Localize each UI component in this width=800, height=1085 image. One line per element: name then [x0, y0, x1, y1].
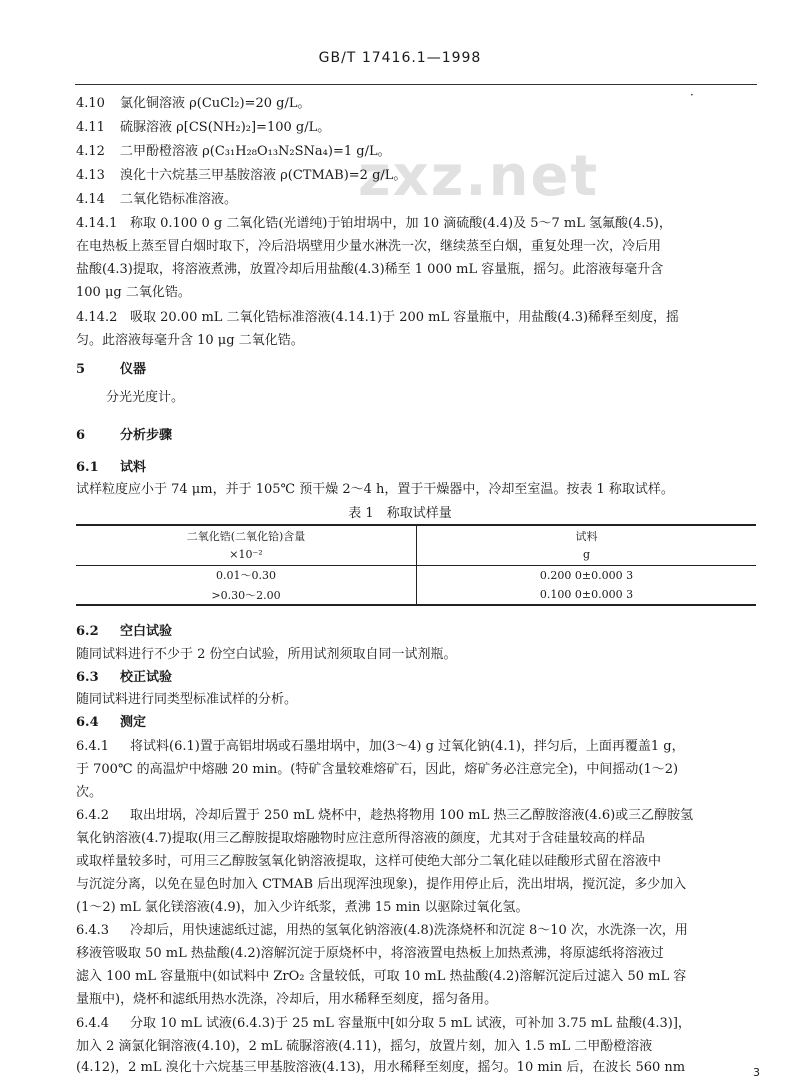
clause-number: 4.11	[76, 120, 105, 135]
section-title: 试料	[120, 460, 147, 475]
clause-4-14	[76, 190, 756, 210]
section-number: 6	[76, 428, 86, 443]
clause-number: 4.10	[76, 96, 105, 111]
paragraph-line: 匀。此溶液每毫升含 10 μg 二氧化锆。	[76, 333, 304, 348]
clause-number: 4.14.2	[76, 310, 118, 325]
clause-4-10	[76, 94, 756, 114]
clause-4-14-2-line	[76, 308, 756, 328]
clause-text: 硫脲溶液 ρ[CS(NH₂)₂]=100 g/L。	[120, 120, 331, 135]
clause-6-4-3-line	[76, 921, 756, 941]
section-number: 5	[76, 362, 86, 377]
section-6-heading	[76, 426, 756, 446]
clause-number: 4.14.1	[76, 216, 118, 231]
table-header-sample: 试料	[417, 525, 757, 545]
watermark: zxz.net	[358, 144, 600, 209]
section-title: 仪器	[120, 362, 147, 377]
section-title: 测定	[120, 715, 147, 730]
paragraph-line: 滤入 100 mL 容量瓶中(如试料中 ZrO₂ 含量较低，可取 10 mL 热盐酸(4.2)溶解沉淀后过滤入 50 mL 容	[76, 969, 687, 984]
table-row	[76, 565, 756, 585]
clause-4-11	[76, 118, 756, 138]
section-6-1-heading	[76, 458, 756, 478]
section-number: 6.4	[76, 715, 99, 730]
section-5-body: 分光光度计。	[106, 390, 185, 405]
table-header-sample-unit: g	[417, 545, 757, 565]
table-row	[76, 585, 756, 605]
section-title: 校正试验	[120, 670, 173, 685]
section-title: 空白试验	[120, 624, 173, 639]
clause-number: 6.4.1	[76, 739, 110, 754]
table-cell-range: 0.01～0.30	[76, 565, 417, 585]
section-6-1-body: 试样粒度应小于 74 μm，并于 105℃ 预干燥 2～4 h，置于干燥器中，冷却至室温。按表 1 称取试样。	[76, 482, 674, 497]
clause-text: 二氧化锆标准溶液。	[120, 192, 238, 207]
paragraph-line: 加入 2 滴氯化铜溶液(4.10)，2 mL 硫脲溶液(4.11)，摇匀，放置片刻，加入 1.5 mL 二甲酚橙溶液	[76, 1039, 653, 1054]
header-rule	[75, 84, 757, 85]
section-6-2-body: 随同试料进行不少于 2 份空白试验，所用试剂须取自同一试剂瓶。	[76, 647, 457, 662]
clause-6-4-2-line	[76, 806, 756, 826]
clause-number: 6.4.2	[76, 808, 110, 823]
sample-mass-table	[76, 524, 756, 606]
clause-number: 4.14	[76, 192, 105, 207]
clause-6-4-1-line	[76, 737, 756, 757]
section-6-4-heading	[76, 713, 756, 733]
clause-text: 分取 10 mL 试液(6.4.3)于 25 mL 容量瓶中[如分取 5 mL 试液，可补加 3.75 mL 盐酸(4.3)]，	[130, 1016, 691, 1031]
clause-text: 溴化十六烷基三甲基胺溶液 ρ(CTMAB)=2 g/L。	[120, 168, 407, 183]
paragraph-line: 移液管吸取 50 mL 热盐酸(4.2)溶解沉淀于原烧杯中，将溶液置电热板上加热煮沸，将原滤纸将溶液过	[76, 946, 664, 961]
paragraph-line: 与沉淀分离，以免在显色时加入 CTMAB 后出现浑浊现象)，提作用停止后，洗出坩埚，搅沉淀，多少加入	[76, 877, 687, 892]
table-cell-mass: 0.100 0±0.000 3	[417, 585, 757, 605]
section-6-3-heading	[76, 668, 756, 688]
clause-text: 将试料(6.1)置于高铝坩埚或石墨坩埚中，加(3～4) g 过氧化钠(4.1)，拌匀后，上面再覆盖1 g，	[130, 739, 685, 754]
paragraph-line: 100 μg 二氧化锆。	[76, 285, 191, 300]
clause-text: 称取 0.100 0 g 二氧化锆(光谱纯)于铂坩埚中，加 10 滴硫酸(4.4)及 5～7 mL 氢氟酸(4.5)，	[130, 216, 672, 231]
clause-text: 吸取 20.00 mL 二氧化锆标准溶液(4.14.1)于 200 mL 容量瓶中，用盐酸(4.3)稀释至刻度，摇	[130, 310, 680, 325]
paragraph-line: 于 700℃ 的高温炉中熔融 20 min。(特矿含量较难熔矿石，因此，熔矿务必注意完全)，中间摇动(1～2)	[76, 762, 679, 777]
page-header: GB/T 17416.1—1998	[318, 50, 482, 66]
section-6-2-heading	[76, 622, 756, 642]
paragraph-line: (1～2) mL 氯化镁溶液(4.9)，加入少许纸浆，煮沸 15 min 以驱除过氧化氢。	[76, 900, 529, 915]
clause-number: 4.12	[76, 144, 105, 159]
paragraph-line: 次。	[76, 785, 103, 800]
clause-4-13	[76, 166, 756, 186]
paragraph-line: 在电热板上蒸至冒白烟时取下，冷后沿埚壁用少量水淋洗一次，继续蒸至白烟，重复处理一次，冷后用	[76, 239, 662, 254]
section-number: 6.2	[76, 624, 99, 639]
table-header-content-unit: ×10⁻²	[76, 545, 417, 565]
page-number: 3	[753, 1066, 760, 1079]
clause-4-12	[76, 142, 756, 162]
clause-number: 6.4.3	[76, 923, 110, 938]
table-cell-range: >0.30～2.00	[76, 585, 417, 605]
section-5-heading	[76, 360, 756, 380]
table-title: 表 1 称取试样量	[348, 506, 452, 521]
clause-text: 取出坩埚，冷却后置于 250 mL 烧杯中，趁热将物用 100 mL 热三乙醇胺溶液(4.6)或三乙醇胺氢	[130, 808, 694, 823]
paragraph-line: 氧化钠溶液(4.7)提取(用三乙醇胺提取熔融物时应注意所得溶液的颜度，尤其对于含硅量较高的样品	[76, 831, 645, 846]
clause-number: 6.4.4	[76, 1016, 110, 1031]
clause-6-4-4-line	[76, 1014, 756, 1034]
table-cell-mass: 0.200 0±0.000 3	[539, 568, 634, 582]
clause-text: 二甲酚橙溶液 ρ(C₃₁H₂₈O₁₃N₂SNa₄)=1 g/L。	[120, 144, 391, 159]
section-number: 6.1	[76, 460, 99, 475]
table-header-content: 二氧化锆(二氧化铪)含量	[76, 525, 417, 545]
clause-text: 冷却后，用快速滤纸过滤，用热的氢氧化钠溶液(4.8)洗涤烧杯和沉淀 8～10 次，水洗涤一次，用	[130, 923, 688, 938]
clause-4-14-1-line	[76, 214, 756, 234]
paragraph-line: 或取样量较多时，可用三乙醇胺氢氧化钠溶液提取，这样可使绝大部分二氧化硅以硅酸形式留在溶液中	[76, 854, 662, 869]
paragraph-line: (4.12)，2 mL 溴化十六烷基三甲基胺溶液(4.13)，用水稀释至刻度，摇匀。10 min 后，在波长 560 nm	[76, 1060, 686, 1075]
clause-number: 4.13	[76, 168, 105, 183]
paragraph-line: 量瓶中)，烧杯和滤纸用热水洗涤，冷却后，用水稀释至刻度，摇匀备用。	[76, 992, 498, 1007]
section-number: 6.3	[76, 670, 99, 685]
clause-text: 氯化铜溶液 ρ(CuCl₂)=20 g/L。	[120, 96, 311, 111]
margin-mark: ·	[690, 88, 694, 102]
section-title: 分析步骤	[120, 428, 173, 443]
paragraph-line: 盐酸(4.3)提取，将溶液煮沸，放置冷却后用盐酸(4.3)稀至 1 000 mL 容量瓶，摇匀。此溶液每毫升含	[76, 262, 664, 277]
section-6-3-body: 随同试料进行同类型标准试样的分析。	[76, 692, 298, 707]
